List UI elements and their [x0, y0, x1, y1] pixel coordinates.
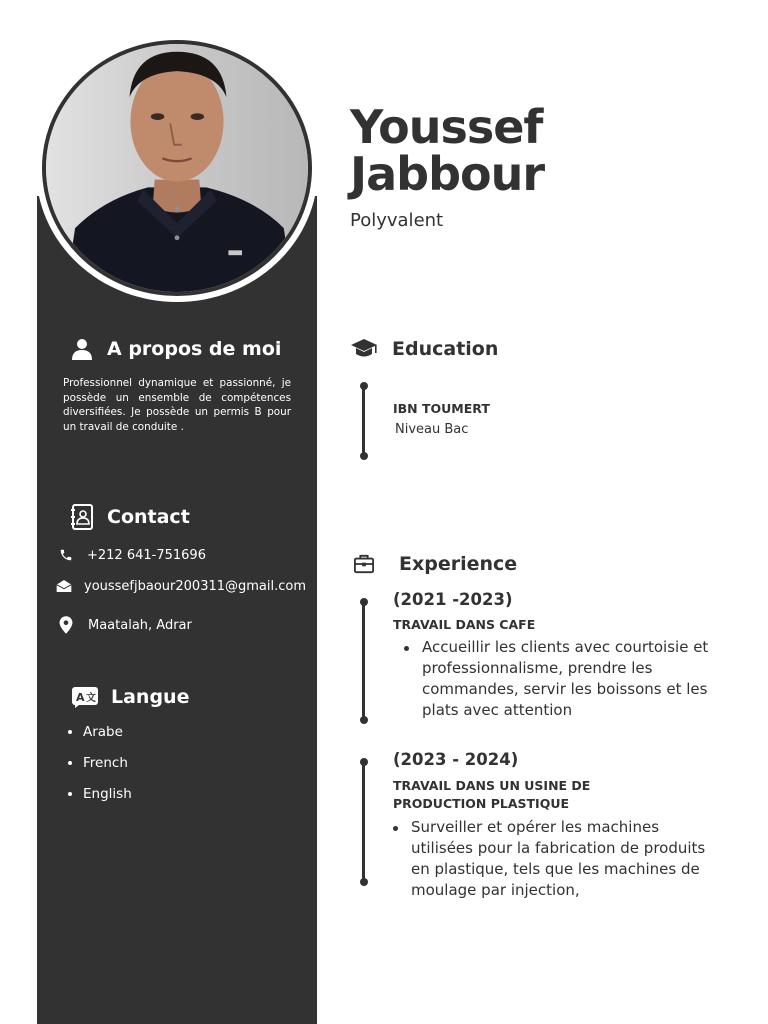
education-heading [350, 336, 498, 362]
contact-phone-row [58, 547, 206, 563]
sidebar-panel [37, 196, 317, 1024]
contact-heading [69, 504, 190, 530]
language-list [83, 722, 132, 815]
experience-description: Accueillir les clients avec courtoisie et professionnalisme, prendre les commandes, servir les boissons et les plats avec attention [422, 637, 732, 721]
education-level: Niveau Bac [395, 422, 469, 437]
education-heading-label: Education [392, 338, 499, 360]
experience-heading-label: Experience [399, 553, 518, 575]
envelope-open-icon [56, 578, 72, 594]
experience-title: TRAVAIL DANS UN USINE DE PRODUCTION PLASTIQUE [393, 778, 591, 811]
svg-text:文: 文 [86, 693, 96, 704]
about-heading [69, 336, 281, 362]
list-item: Arabe [83, 722, 132, 753]
contact-book-icon [69, 504, 95, 530]
graduation-cap-icon [350, 336, 378, 362]
language-heading [71, 684, 189, 710]
list-item: French [83, 753, 132, 784]
translate-icon [71, 684, 99, 710]
experience-timeline [362, 761, 365, 883]
experience-heading [352, 551, 517, 577]
about-heading-label: A propos de moi [107, 338, 282, 360]
svg-text:A: A [76, 691, 85, 704]
last-name: Jabbour [350, 147, 545, 201]
experience-period: (2023 - 2024) [393, 750, 519, 769]
location-pin-icon [58, 617, 74, 633]
contact-address: Maatalah, Adrar [88, 617, 192, 633]
full-name [350, 100, 545, 201]
contact-email-row [56, 578, 306, 594]
job-title: Polyvalent [350, 210, 444, 231]
first-name: Youssef [350, 100, 543, 154]
contact-email[interactable]: youssefjbaour200311@gmail.com [84, 578, 307, 594]
experience-timeline [362, 601, 365, 721]
experience-title: TRAVAIL DANS CAFE [393, 617, 536, 632]
education-school: IBN TOUMERT [393, 401, 490, 416]
contact-heading-label: Contact [107, 506, 190, 528]
profile-photo [42, 40, 312, 296]
experience-description: Surveiller et opérer les machines utilisées pour la fabrication de produits en plastique, tels que les machines de moulage par injection, [411, 817, 721, 901]
language-heading-label: Langue [111, 686, 190, 708]
phone-icon [58, 547, 74, 563]
briefcase-icon [352, 551, 376, 577]
contact-phone[interactable]: +212 641-751696 [87, 547, 206, 563]
user-icon [69, 336, 95, 362]
about-text: Professionnel dynamique et passionné, je possède un ensemble de compétences diversifiées. Je possède un permis B pour un travail de conduite . [63, 377, 291, 433]
contact-address-row [58, 617, 192, 633]
education-timeline [362, 385, 365, 457]
list-item: English [83, 784, 132, 815]
experience-period: (2021 -2023) [393, 590, 513, 609]
